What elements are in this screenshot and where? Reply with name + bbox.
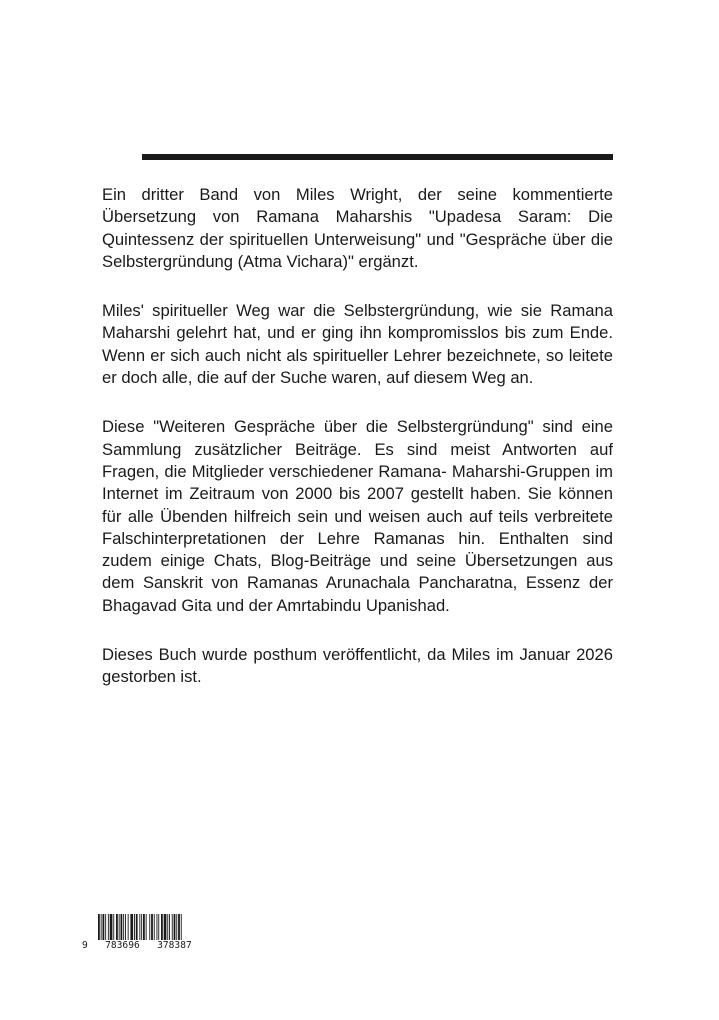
barcode-bar xyxy=(105,914,106,940)
paragraph-posthumous: Dieses Buch wurde posthum veröffentlicht, da Miles im Januar 2026 gestorben ist. xyxy=(102,645,613,687)
barcode-bar xyxy=(167,914,168,940)
barcode-bar xyxy=(178,914,180,940)
barcode-bar xyxy=(151,914,153,940)
barcode-bars xyxy=(98,914,216,940)
barcode-bar xyxy=(110,914,113,940)
barcode-bar xyxy=(141,914,142,940)
barcode-bar xyxy=(172,914,173,940)
barcode-bar xyxy=(128,914,129,940)
barcode-bar xyxy=(123,914,124,940)
barcode-bar xyxy=(136,914,138,940)
barcode-bar xyxy=(181,914,182,940)
barcode-bar xyxy=(161,914,163,940)
barcode-bar xyxy=(113,914,114,940)
barcode-bar xyxy=(169,914,170,940)
barcode-bar xyxy=(121,914,123,940)
top-rule xyxy=(142,154,613,160)
barcode-digits: 9 783696 378387 xyxy=(82,940,192,951)
barcode-bar xyxy=(134,914,135,940)
barcode-bar xyxy=(143,914,145,940)
barcode-bar xyxy=(116,914,118,940)
paragraph-intro: Ein dritter Band von Miles Wright, der seine kommentierte Übersetzung von Ramana Maharshis "Upadesa Saram: Die Quintessenz der spirituellen Unterweisung" und "Gespräche über die Selbstergründung (Atma Vichara)" ergänzt. xyxy=(102,185,613,271)
barcode-bar xyxy=(146,914,147,940)
barcode-bar xyxy=(119,914,120,940)
barcode-bar xyxy=(98,914,100,940)
barcode-bar xyxy=(103,914,105,940)
barcode-bar xyxy=(164,914,167,940)
barcode-bar xyxy=(101,914,102,940)
barcode-bar xyxy=(130,914,133,940)
barcode-bar xyxy=(108,914,109,940)
barcode-bar xyxy=(139,914,140,940)
barcode-bar xyxy=(176,914,177,940)
barcode-bar xyxy=(149,914,150,940)
paragraph-collection: Diese "Weiteren Gespräche über die Selbstergründung" sind eine Sammlung zusätzlicher Beiträge. Es sind meist Antworten auf Fragen, die Mitglieder verschiedener Ramana- Maharshi-Gruppen im Internet im Zeitraum von 2000 bis 2007 gestellt haben. Sie können für alle Übenden hilfreich sein und weisen auch auf teils verbreitete Falschinterpretationen der Lehre Ramanas hin. Enthalten sind zudem einige Chats, Blog-Beiträge und seine Übersetzungen aus dem Sanskrit von Ramanas Arunachala Pancharatna, Essenz der Bhagavad Gita und der Amrtabindu Upanishad. xyxy=(102,417,613,615)
barcode-bar xyxy=(158,914,159,940)
barcode-bar xyxy=(154,914,155,940)
isbn-barcode xyxy=(82,914,218,952)
barcode-bar xyxy=(125,914,126,940)
back-cover-text xyxy=(102,184,613,716)
barcode-bar xyxy=(174,914,176,940)
paragraph-spiritual-path: Miles' spiritueller Weg war die Selbstergründung, wie sie Ramana Maharshi gelehrt hat, und er ging ihn kompromisslos bis zum Ende. Wenn er sich auch nicht als spiritueller Lehrer bezeichnete, so leitete er doch alle, die auf der Suche waren, auf diesem Weg an. xyxy=(102,301,613,388)
barcode-bar xyxy=(157,914,158,940)
